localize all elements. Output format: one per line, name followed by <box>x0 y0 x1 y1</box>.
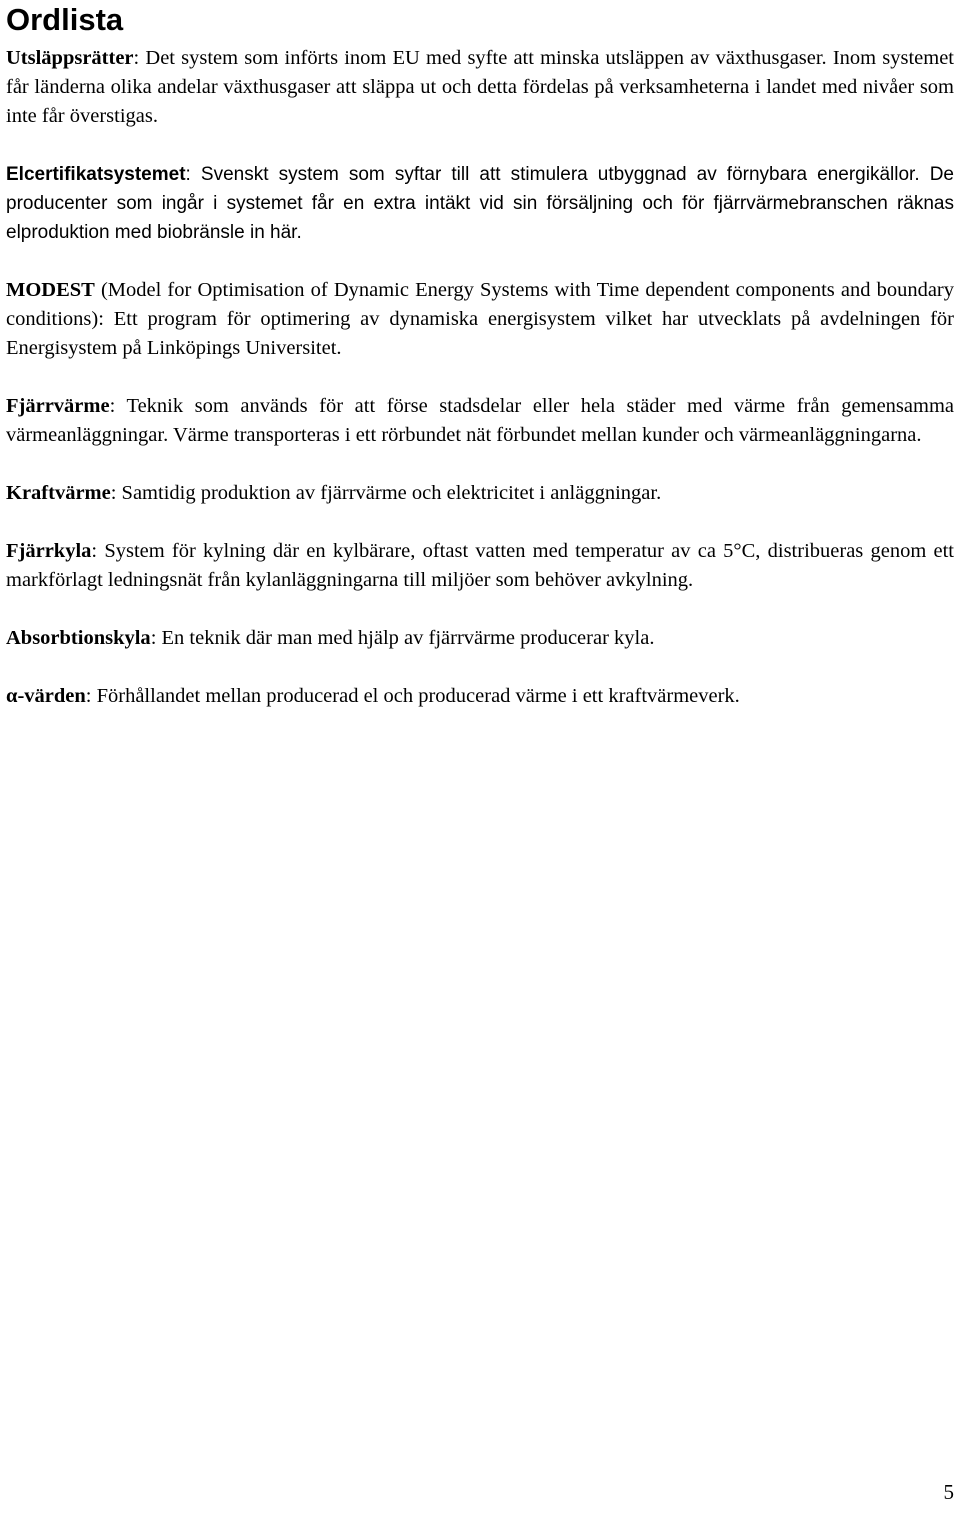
glossary-term: Fjärrvärme <box>6 395 110 417</box>
glossary-term: α-värden <box>6 685 86 707</box>
glossary-definition: : Teknik som används för att förse stadsdelar eller hela städer med värme från gemensamma värmeanläggningar. Värme transporteras i ett rörbundet nät förbundet mellan kunder och värmeanläggningarna. <box>6 395 954 446</box>
glossary-entry-alfa-varden <box>6 682 954 711</box>
glossary-definition: : Samtidig produktion av fjärrvärme och elektricitet i anläggningar. <box>110 482 662 504</box>
glossary-term: Kraftvärme <box>6 482 111 504</box>
glossary-term: Fjärrkyla <box>6 540 92 562</box>
glossary-term: Elcertifikatsystemet <box>6 164 186 185</box>
glossary-entry-elcertifikatsystemet <box>6 160 954 247</box>
page-title: Ordlista <box>6 2 124 37</box>
glossary-entry-fjarrkyla <box>6 537 954 595</box>
glossary-entry-utslappsratter <box>6 44 954 131</box>
document-page <box>6 0 954 740</box>
glossary-entry-absorbtionskyla <box>6 624 954 653</box>
glossary-definition: (Model for Optimisation of Dynamic Energy Systems with Time dependent components and boundary conditions): Ett program för optimering av dynamiska energisystem vilket har utvecklats på avdelningen för Energisystem på Linköpings Universitet. <box>6 279 954 359</box>
glossary-definition: : Förhållandet mellan producerad el och producerad värme i ett kraftvärmeverk. <box>85 685 740 707</box>
glossary-term: MODEST <box>6 279 95 301</box>
page-number: 5 <box>943 1480 954 1504</box>
glossary-entry-modest <box>6 276 954 363</box>
glossary-definition: : System för kylning där en kylbärare, oftast vatten med temperatur av ca 5°C, distribueras genom ett markförlagt ledningsnät från kylanläggningarna till miljöer som behöver avkylning. <box>6 540 954 591</box>
glossary-entry-fjarrvarme <box>6 392 954 450</box>
glossary-term: Utsläppsrätter <box>6 47 134 69</box>
glossary-definition: : Det system som införts inom EU med syfte att minska utsläppen av växthusgaser. Inom systemet får länderna olika andelar växthusgaser att släppa ut och detta fördelas på verksamheterna i landet med nivåer som inte får överstigas. <box>6 47 954 127</box>
glossary-definition: : En teknik där man med hjälp av fjärrvärme producerar kyla. <box>150 627 655 649</box>
glossary-term: Absorbtionskyla <box>6 627 151 649</box>
glossary-entry-kraftvarme <box>6 479 954 508</box>
glossary-definition: : Svenskt system som syftar till att stimulera utbyggnad av förnybara energikällor. De producenter som ingår i systemet får en extra intäkt vid sin försäljning och för fjärrvärmebranschen räknas elproduktion med biobränsle in här. <box>6 164 954 243</box>
